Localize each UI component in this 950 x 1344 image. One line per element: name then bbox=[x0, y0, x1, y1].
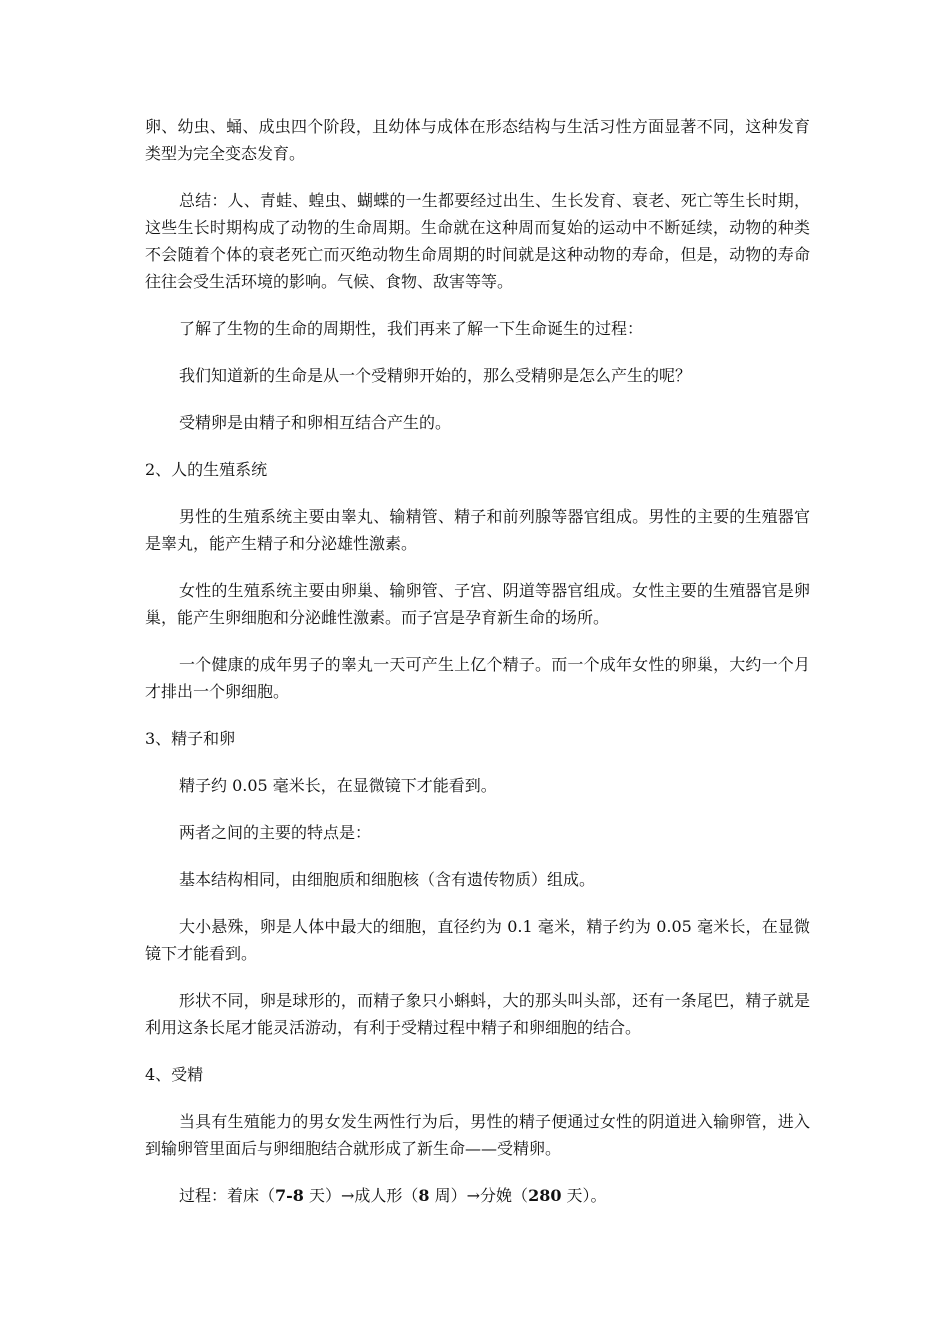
section-heading-sperm-and-egg: 3、精子和卵 bbox=[145, 729, 236, 748]
paragraph-size-difference: 大小悬殊，卵是人体中最大的细胞，直径约为 0.1 毫米，精子约为 0.05 毫米长，在显微镜下才能看到。 bbox=[145, 917, 810, 963]
section-heading-fertilization: 4、受精 bbox=[145, 1065, 204, 1084]
process-text-2: 周）→分娩（ bbox=[429, 1186, 529, 1205]
paragraph-sperm-size: 精子约 0.05 毫米长，在显微镜下才能看到。 bbox=[179, 776, 497, 795]
paragraph-shape-difference: 形状不同，卵是球形的，而精子象只小蝌蚪，大的那头叫头部，还有一条尾巴，精子就是利用这条长尾才能灵活游动，有利于受精过程中精子和卵细胞的结合。 bbox=[145, 991, 810, 1037]
paragraph-features-intro: 两者之间的主要的特点是： bbox=[179, 823, 372, 842]
process-delivery-days: 280 bbox=[528, 1186, 562, 1205]
paragraph-female-system: 女性的生殖系统主要由卵巢、输卵管、子宫、阴道等器官组成。女性主要的生殖器官是卵巢，能产生卵细胞和分泌雌性激素。而子宫是孕育新生命的场所。 bbox=[145, 581, 810, 627]
process-implantation-days: 7-8 bbox=[275, 1186, 304, 1205]
process-text-3: 天）。 bbox=[561, 1186, 607, 1205]
paragraph-summary: 总结：人、青蛙、蝗虫、蝴蝶的一生都要经过出生、生长发育、衰老、死亡等生长时期，这些生长时期构成了动物的生命周期。生命就在这种周而复始的运动中不断延续，动物的种类不会随着个体的衰老死亡而灭绝动物生命周期的时间就是这种动物的寿命，但是，动物的寿命往往会受生活环境的影响。气候、食物、敌害等等。 bbox=[145, 191, 810, 291]
process-human-form-weeks: 8 bbox=[418, 1186, 430, 1205]
paragraph-metamorphosis: 卵、幼虫、蛹、成虫四个阶段，且幼体与成体在形态结构与生活习性方面显著不同，这种发育类型为完全变态发育。 bbox=[145, 117, 810, 163]
document-page bbox=[145, 113, 810, 1229]
process-text-1: 天）→成人形（ bbox=[303, 1186, 419, 1205]
paragraph-fertilization: 当具有生殖能力的男女发生两性行为后，男性的精子便通过女性的阴道进入输卵管，进入到输卵管里面后与卵细胞结合就形成了新生命——受精卵。 bbox=[145, 1112, 810, 1158]
paragraph-question: 我们知道新的生命是从一个受精卵开始的，那么受精卵是怎么产生的呢？ bbox=[179, 366, 692, 385]
section-heading-reproductive-system: 2、人的生殖系统 bbox=[145, 460, 268, 479]
paragraph-transition: 了解了生物的生命的周期性，我们再来了解一下生命诞生的过程： bbox=[179, 319, 644, 338]
process-lead: 过程：着床（ bbox=[179, 1186, 276, 1205]
paragraph-sperm-egg-count: 一个健康的成年男子的睾丸一天可产生上亿个精子。而一个成年女性的卵巢，大约一个月才排出一个卵细胞。 bbox=[145, 655, 810, 701]
paragraph-male-system: 男性的生殖系统主要由睾丸、输精管、精子和前列腺等器官组成。男性的主要的生殖器官是睾丸，能产生精子和分泌雄性激素。 bbox=[145, 507, 810, 553]
paragraph-structure: 基本结构相同，由细胞质和细胞核（含有遗传物质）组成。 bbox=[179, 870, 596, 889]
paragraph-answer: 受精卵是由精子和卵相互结合产生的。 bbox=[179, 413, 452, 432]
paragraph-process bbox=[145, 1182, 810, 1209]
